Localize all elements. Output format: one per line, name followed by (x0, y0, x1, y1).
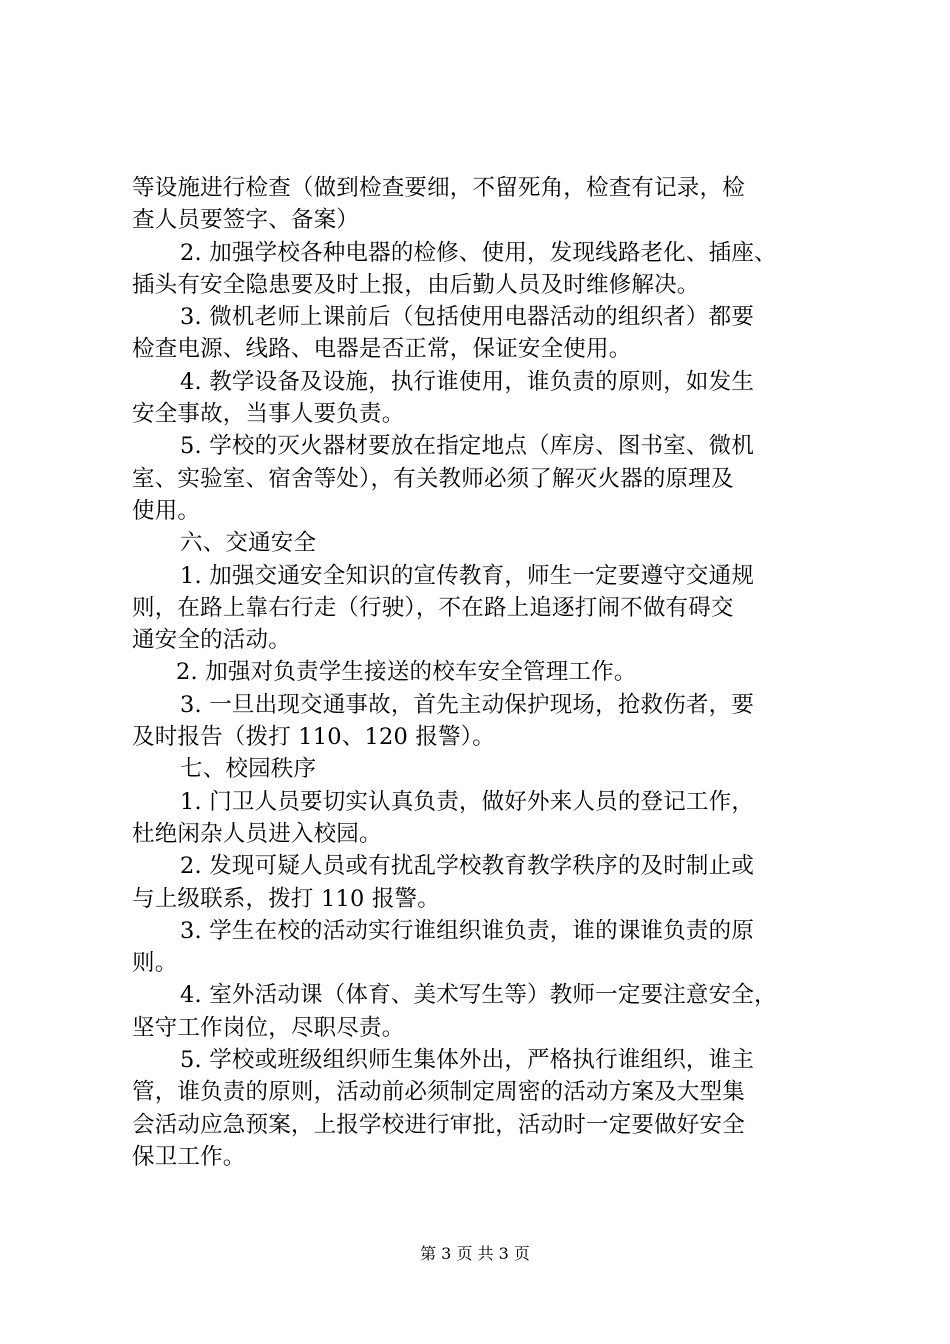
body-line: 会活动应急预案，上报学校进行审批，活动时一定要做好安全 (132, 1111, 745, 1138)
list-item: 5. 学校或班级组织师生集体外出，严格执行谁组织，谁主 (180, 1047, 755, 1074)
list-item: 4. 室外活动课（体育、美术写生等）教师一定要注意安全， (180, 982, 777, 1009)
list-item: 4. 教学设备及设施，执行谁使用，谁负责的原则，如发生 (180, 368, 755, 395)
list-item: 3. 微机老师上课前后（包括使用电器活动的组织者）都要 (180, 304, 755, 331)
body-line: 通安全的活动。 (132, 627, 291, 654)
list-item: 1. 加强交通安全知识的宣传教育，师生一定要遵守交通规 (180, 562, 755, 589)
list-item: 5. 学校的灭火器材要放在指定地点（库房、图书室、微机 (180, 433, 755, 460)
document-body (132, 172, 832, 1173)
body-line: 保卫工作。 (132, 1143, 246, 1170)
section-heading: 七、校园秩序 (180, 756, 317, 783)
body-line: 及时报告（拨打 110、120 报警）。 (132, 724, 495, 751)
body-line: 查人员要签字、备案） (132, 207, 360, 234)
list-item: 1. 门卫人员要切实认真负责，做好外来人员的登记工作， (180, 788, 755, 815)
body-line: 杜绝闲杂人员进入校园。 (132, 820, 382, 847)
body-line: 室、实验室、宿舍等处），有关教师必须了解灭火器的原理及 (132, 465, 734, 492)
body-line: 插头有安全隐患要及时上报，由后勤人员及时维修解决。 (132, 271, 700, 298)
body-line: 检查电源、线路、电器是否正常，保证安全使用。 (132, 336, 632, 363)
body-line: 则。 (132, 950, 178, 977)
body-line: 安全事故，当事人要负责。 (132, 401, 405, 428)
page-footer: 第 3 页 共 3 页 (420, 1244, 530, 1263)
body-line: 坚守工作岗位，尽职尽责。 (132, 1014, 405, 1041)
list-item: 3. 学生在校的活动实行谁组织谁负责，谁的课谁负责的原 (180, 917, 755, 944)
body-line: 与上级联系，拨打 110 报警。 (132, 885, 440, 912)
body-line: 等设施进行检查（做到检查要细，不留死角，检查有记录，检 (132, 175, 745, 201)
list-item: 3. 一旦出现交通事故，首先主动保护现场，抢救伤者，要 (180, 691, 755, 718)
section-heading: 六、交通安全 (180, 530, 317, 557)
list-item: 2. 加强对负责学生接送的校车安全管理工作。 (176, 659, 637, 686)
body-line: 管，谁负责的原则，活动前必须制定周密的活动方案及大型集 (132, 1079, 745, 1106)
body-line: 则，在路上靠右行走（行驶），不在路上追逐打闹不做有碍交 (132, 594, 734, 621)
list-item: 2. 发现可疑人员或有扰乱学校教育教学秩序的及时制止或 (180, 853, 755, 880)
body-line: 使用。 (132, 497, 201, 524)
list-item: 2. 加强学校各种电器的检修、使用，发现线路老化、插座、 (180, 239, 777, 266)
